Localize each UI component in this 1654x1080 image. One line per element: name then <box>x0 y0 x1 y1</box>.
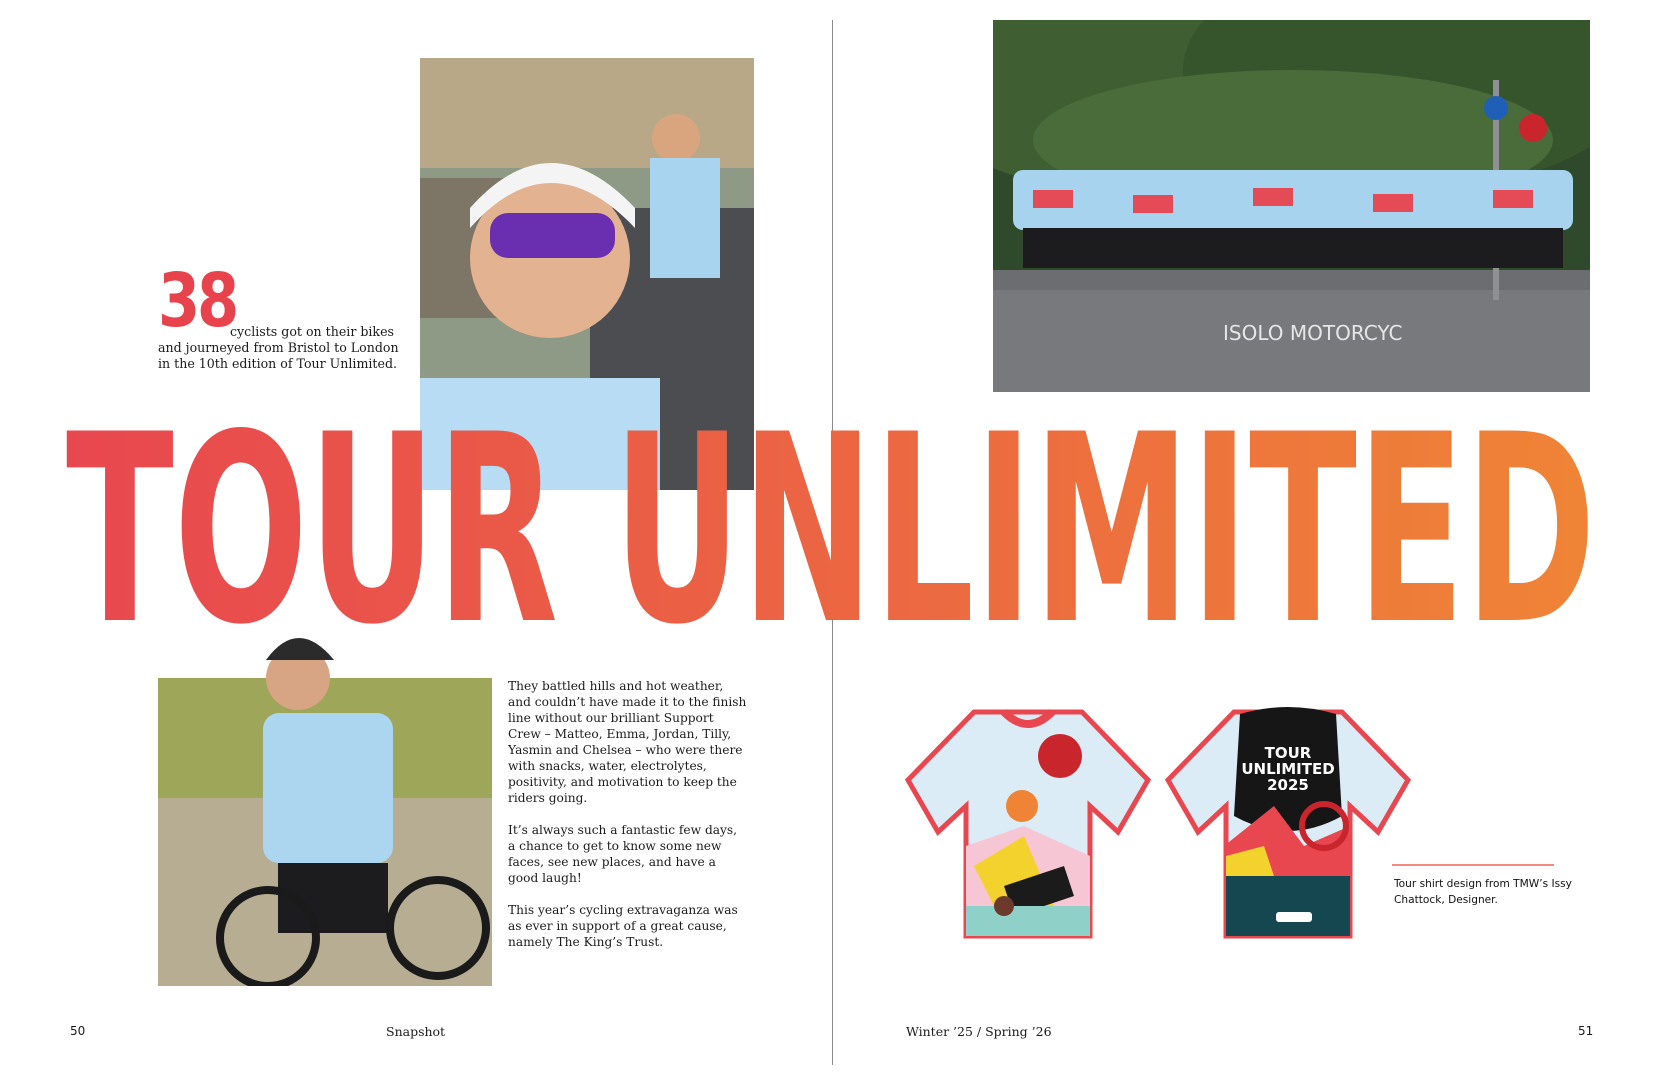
page-number-right: 51 <box>1578 1024 1594 1038</box>
stat-text-line3: in the 10th edition of Tour Unlimited. <box>158 356 398 371</box>
jersey-back-line1: TOUR <box>1264 744 1312 762</box>
jersey-caption: Tour shirt design from TMW’s Issy Chattock, Designer. <box>1394 878 1572 906</box>
jersey-back-illustration <box>1164 706 1412 940</box>
headline <box>66 380 1596 682</box>
headline-text: TOUR UNLIMITED <box>66 380 1596 682</box>
body-paragraph-3: This year’s cycling extravaganza was as ever in support of a great cause, namely The King’s Trust. <box>508 903 738 949</box>
body-paragraph-2: It’s always such a fantastic few days, a chance to get to know some new faces, see new places, and have a good laugh! <box>508 823 738 885</box>
issue-label: Winter ’25 / Spring ’26 <box>906 1024 1052 1039</box>
caption-rule <box>1392 864 1554 866</box>
group-photo <box>993 20 1590 392</box>
body-copy <box>508 678 748 966</box>
stat-text-line1: cyclists got on their bikes <box>230 324 394 339</box>
svg-text:ISOLO MOTORCYC: ISOLO MOTORCYC <box>1223 321 1403 345</box>
jersey-front-illustration <box>904 706 1152 940</box>
jersey-back-line3: 2025 <box>1267 776 1309 794</box>
jersey-back-line2: UNLIMITED <box>1241 760 1335 778</box>
stat-text-line2: and journeyed from Bristol to London <box>158 340 399 355</box>
magazine-name: Snapshot <box>386 1024 446 1039</box>
page-number-left: 50 <box>70 1024 86 1038</box>
body-paragraph-1: They battled hills and hot weather, and couldn’t have made it to the finish line without our brilliant Support Crew – Matteo, Emma, Jordan, Tilly, Yasmin and Chelsea – who were there with snacks, water, electrolytes, positivity, and motivation to keep the riders going. <box>508 679 747 805</box>
stat-number: 38 <box>158 258 236 344</box>
